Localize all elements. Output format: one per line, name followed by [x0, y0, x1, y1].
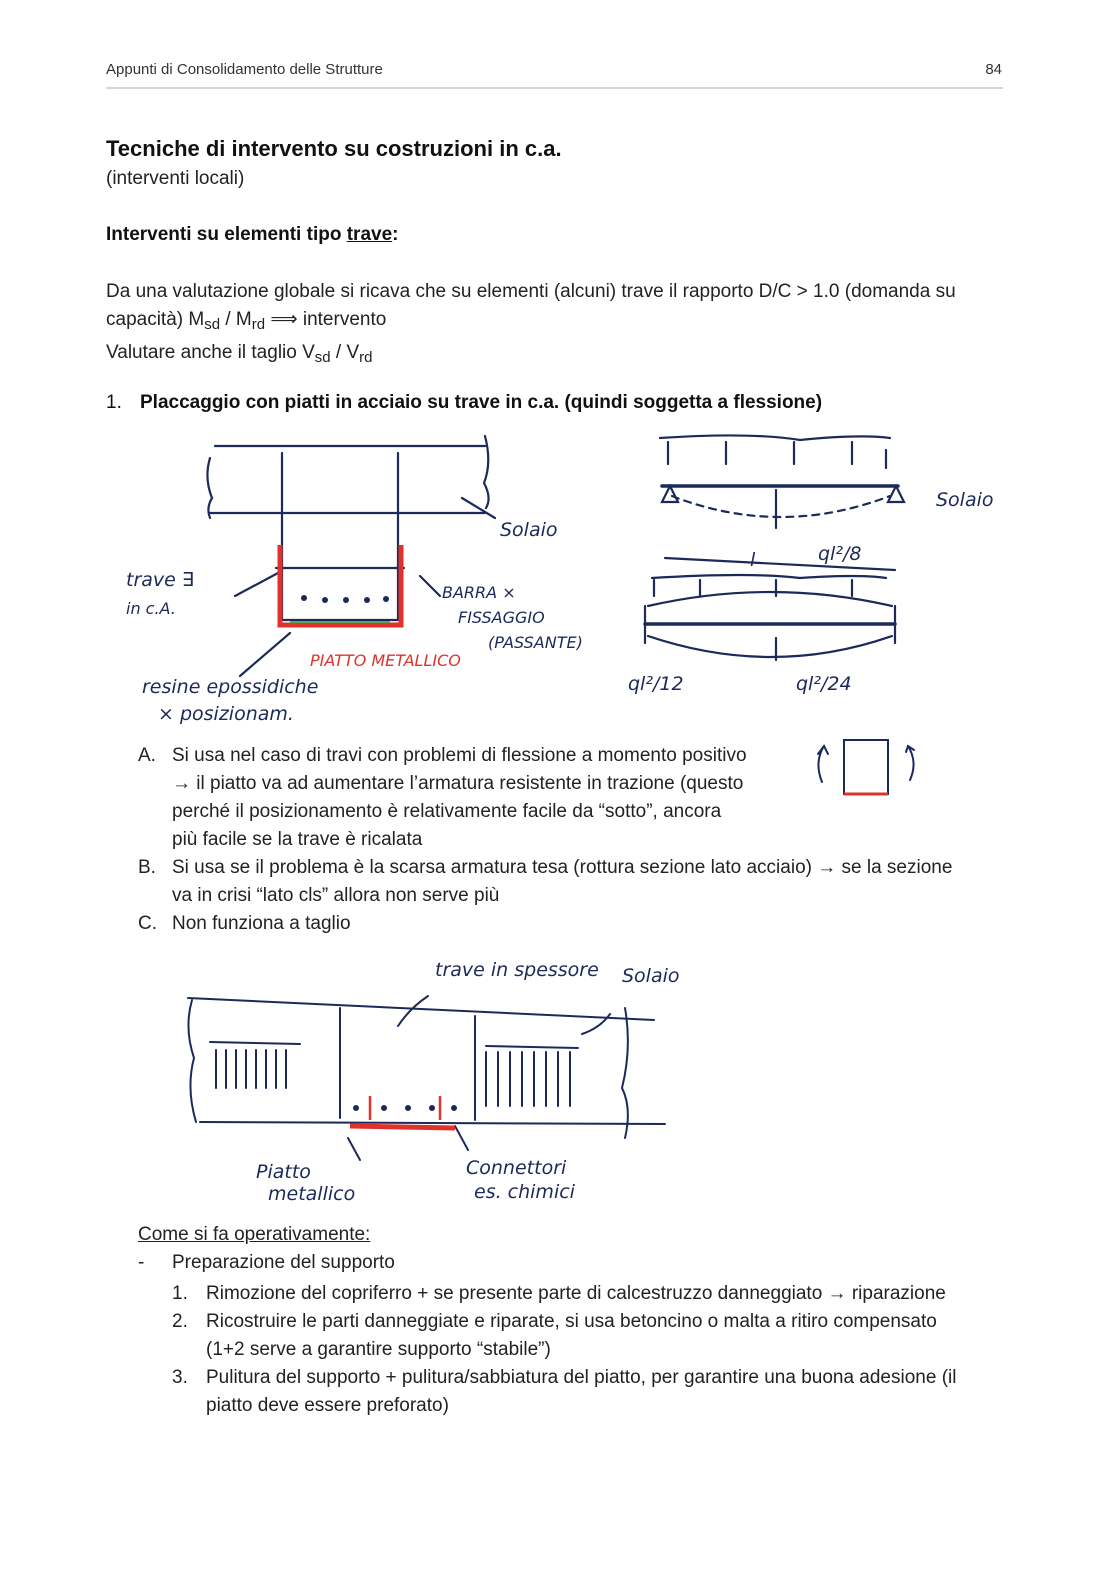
- step-1: 1. Rimozione del copriferro + se presente parte di calcestruzzo danneggiato → riparazione: [172, 1283, 946, 1304]
- list-item-c: C. Non funziona a taglio: [138, 913, 351, 934]
- item-1-text: Placcaggio con piatti in acciaio su trave in c.a. (quindi soggetta a flessione): [140, 392, 823, 413]
- label-solaio: Solaio: [500, 519, 558, 541]
- label-passante: (PASSANTE): [488, 633, 583, 652]
- label-ql2-8: ql²/8: [818, 543, 862, 565]
- intro-paragraph: [106, 278, 1006, 372]
- flat-beam-sketch: [170, 938, 690, 1210]
- steel-plate-flat: [350, 1126, 455, 1128]
- steel-plate: [280, 545, 401, 625]
- intro-line-2: capacità) $M_{sd} / M_{rd}$ ⟹ intervento: [106, 309, 387, 333]
- beam-plating-sketch: [100, 428, 1010, 728]
- rebar-dots: [301, 595, 389, 603]
- list-item-b: B. Si usa se il problema è la scarsa armatura tesa (rottura sezione lato acciaio) → se la sezione va in crisi “lato cls” allora non serve più: [138, 857, 953, 906]
- numbered-item-1: 1. Placcaggio con piatti in acciaio su trave in c.a. (quindi soggetta a flessione): [106, 392, 823, 413]
- intro-line-3: Valutare anche il taglio $V_{sd} / V_{rd}$: [106, 342, 373, 366]
- ops-steps: [172, 1280, 1002, 1420]
- label-ql2-24: ql²/24: [796, 673, 852, 695]
- label-piatto: Piatto: [256, 1161, 311, 1183]
- label-fissaggio: FISSAGGIO: [458, 608, 545, 627]
- page-number: 84: [985, 61, 1002, 78]
- label-in-ca: in c.A.: [126, 599, 176, 618]
- ops-title: Come si fa operativamente:: [138, 1224, 371, 1245]
- ops-dash-item: - Preparazione del supporto: [138, 1252, 395, 1273]
- step-2: 2. Ricostruire le parti danneggiate e riparate, si usa betoncino o malta a ritiro compensato (1+2 serve a garantire supporto “stabile”): [172, 1311, 937, 1360]
- list-item-a: A. Si usa nel caso di travi con problemi di flessione a momento positivo → il piatto va ad aumentare l’armatura resistente in trazione (questo perché il posizionamento è relativamente facile da “sotto”, ancora più facile se la trave è ricalata: [138, 745, 747, 850]
- positive-moment-sketch: [800, 732, 930, 804]
- label-span-l: l: [750, 549, 756, 571]
- page-title: Tecniche di intervento su costruzioni in c.a.: [106, 136, 562, 161]
- label-barra: BARRA ×: [442, 583, 516, 602]
- label-solaio-diagram: Solaio: [936, 489, 994, 511]
- label-resine-1: resine epossidiche: [142, 676, 319, 698]
- label-solaio-flat: Solaio: [622, 965, 680, 987]
- header-divider: [106, 87, 1003, 89]
- stirrups-right: [486, 1052, 570, 1106]
- label-metallico: metallico: [268, 1183, 356, 1205]
- step-3: 3. Pulitura del supporto + pulitura/sabbiatura del piatto, per garantire una buona adesione (il piatto deve essere preforato): [172, 1367, 957, 1416]
- section-suffix: :: [392, 224, 399, 245]
- label-resine-2: × posizionam.: [158, 703, 294, 725]
- page-subtitle: (interventi locali): [106, 168, 245, 189]
- label-piatto-metallico: PIATTO METALLICO: [310, 651, 461, 670]
- section-prefix: Interventi su elementi tipo: [106, 224, 347, 245]
- label-connettori: Connettori: [466, 1157, 567, 1179]
- intro-line-1: Da una valutazione globale si ricava che su elementi (alcuni) trave il rapporto D/C > 1.0 (domanda su: [106, 281, 956, 302]
- running-header: Appunti di Consolidamento delle Strutture: [106, 61, 383, 78]
- label-trave-in-spessore: trave in spessore: [435, 959, 599, 981]
- stirrups-left: [216, 1050, 286, 1088]
- label-trave: trave ∃: [126, 569, 194, 591]
- label-ql2-12: ql²/12: [628, 673, 684, 695]
- section-heading: [106, 224, 398, 246]
- label-chimici: es. chimici: [474, 1181, 575, 1203]
- section-underlined-word: trave: [346, 224, 393, 245]
